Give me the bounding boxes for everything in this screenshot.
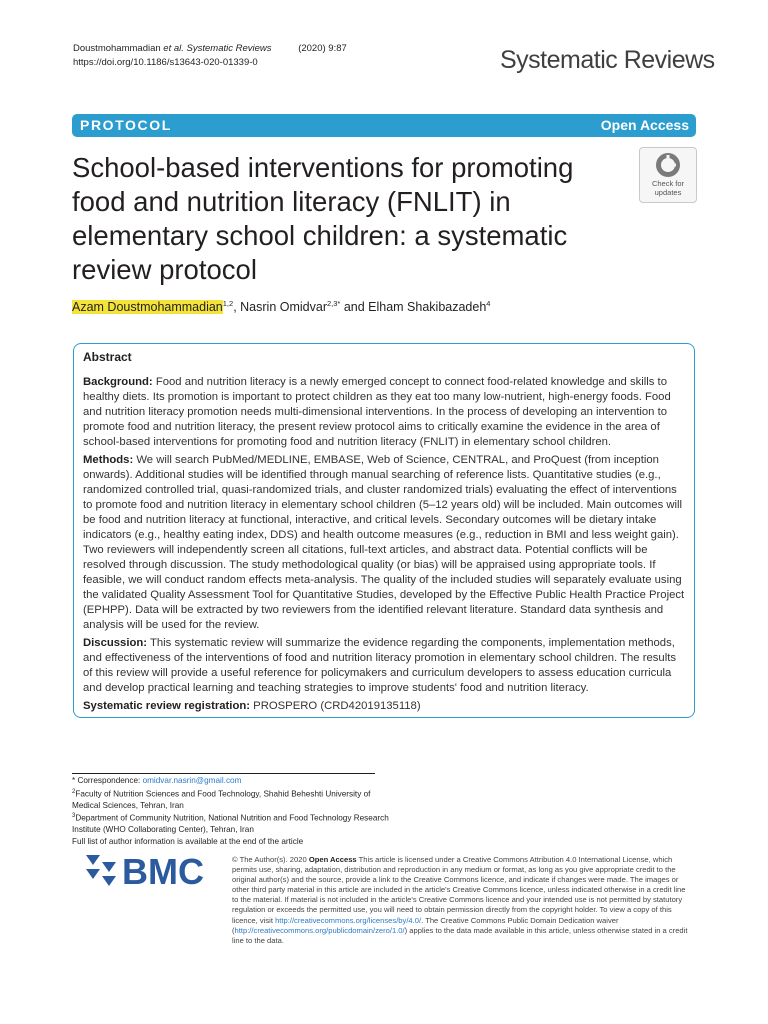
bmc-logo-text: BMC xyxy=(122,851,204,887)
methods-label: Methods: xyxy=(83,454,134,466)
bmc-logo[interactable] xyxy=(86,851,218,887)
affiliation-number: 2 xyxy=(72,788,76,795)
full-author-info-note: Full list of author information is available at the end of the article xyxy=(72,836,304,846)
author-separator: , xyxy=(233,300,241,315)
citation-year-volume: (2020) 9:87 xyxy=(298,43,347,54)
author-affiliation-sup: 1,2 xyxy=(222,299,234,308)
background-text: Food and nutrition literacy is a newly emerged concept to connect food-related knowledge and skills to healthy diets. Its promotion is important to protect children as they eat too many low-nutrient, high-energy foods. Food and nutrition literacy promotion needs multi-dimensional interventions. In the process of developing an intervention to promote food and nutrition literacy, the present review protocol aims to critically examine the evidence in the area of school-based interventions for promoting food and nutrition literacy (FNLIT) in elementary school children. xyxy=(83,376,671,448)
affiliation-text: Faculty of Nutrition Sciences and Food Technology, Shahid Beheshti University of Medical Sciences, Tehran, Iran xyxy=(72,789,371,810)
cc-by-license-link[interactable]: http://creativecommons.org/licenses/by/4.0/ xyxy=(275,915,422,925)
copyright-notice: © The Author(s). 2020 xyxy=(232,855,307,864)
author-name[interactable]: Azam Doustmohammadian xyxy=(72,300,223,315)
correspondence xyxy=(72,775,392,787)
check-for-updates-icon xyxy=(654,151,682,179)
abstract-box xyxy=(73,343,695,718)
abstract-heading: Abstract xyxy=(83,350,132,364)
badge-line-2: updates xyxy=(654,187,682,197)
doi-link[interactable]: https://doi.org/10.1186/s13643-020-01339-0 xyxy=(73,57,258,68)
citation-line xyxy=(73,42,347,56)
license-end: ) applies to the data made available in this article, unless otherwise stated in a credit line to the data. xyxy=(232,925,688,945)
license-body: This article is licensed under a Creative Commons Attribution 4.0 International License, which permits use, sharing, adaptation, distribution and reproduction in any medium or format, as long as you give appropriate credit to the original author(s) and the source, provide a link to the Creative Commons licence, and indicate if changes were made. The images or other third party material in this article are included in the article's Creative Commons licence, unless indicated otherwise in a credit line to the material. If material is not included in the article's Creative Commons licence and your intended use is not permitted by statutory regulation or exceeds the permitted use, you will need to obtain permission directly from the copyright holder. To view a copy of this licence, visit xyxy=(232,855,686,925)
registration-text: PROSPERO (CRD42019135118) xyxy=(253,700,421,712)
citation-journal: Systematic Reviews xyxy=(186,43,272,54)
author-affiliation-sup: 4 xyxy=(486,299,491,308)
author-name[interactable]: Elham Shakibazadeh xyxy=(368,300,487,315)
author-separator: and xyxy=(340,300,369,315)
footnote-divider xyxy=(72,773,375,774)
correspondence-email[interactable]: omidvar.nasrin@gmail.com xyxy=(142,776,242,785)
open-access-label: Open Access xyxy=(600,117,689,133)
badge-line-1: Check for xyxy=(651,179,685,188)
background-label: Background: xyxy=(83,376,153,388)
affiliation-number: 3 xyxy=(72,813,76,820)
cc-zero-link[interactable]: http://creativecommons.org/publicdomain/zero/1.0/ xyxy=(234,925,405,935)
footnotes xyxy=(72,775,392,847)
open-access-notice: Open Access xyxy=(308,855,357,864)
abstract-discussion xyxy=(83,636,685,696)
author-list xyxy=(72,299,490,314)
author-affiliation-sup: 2,3* xyxy=(326,299,341,308)
discussion-label: Discussion: xyxy=(83,637,148,649)
license-text xyxy=(232,855,692,946)
affiliation-2 xyxy=(72,787,392,812)
article-title: School-based interventions for promoting food and nutrition literacy (FNLIT) in elementary school children: a systematic review protocol xyxy=(72,152,574,285)
methods-text: We will search PubMed/MEDLINE, EMBASE, Web of Science, CENTRAL, and ProQuest (from inception onwards). Additional studies will be identified through manual searching of reference lists. Quantitative studies (e.g., randomized controlled trial, quasi-randomized trials, and cluster randomized trials) evaluating the effect of interventions to promote food and nutrition literacy in elementary school children (5–12 years old) will be included. Main outcomes will be food and nutrition literacy at functional, interactive, and critical levels. Secondary outcomes will be dietary intake indicators (e.g., healthy eating index, DDS) and health outcome measures (e.g., reduction in BMI and less weight gain). Two reviewers will independently screen all citations, full-text articles, and abstract data. Potential conflicts will be resolved through discussion. The study methodological quality (or bias) will be appraised using appropriate tools. If feasible, we will conduct random effects meta-analysis. The quality of the included studies will separately evaluate using the validated Quality Assessment Tool for Quantitative Studies, developed by the Effective Public Health Practice Project (EPHPP). Data will be extracted by two reviewers from the identified relevant literature. Standard data synthesis and analysis will be used for the review. xyxy=(83,454,685,631)
abstract-body xyxy=(83,375,685,717)
journal-brand: Systematic Reviews xyxy=(500,46,715,74)
citation-et-al: et al. xyxy=(163,43,184,54)
affiliation-text: Department of Community Nutrition, National Nutrition and Food Technology Research Institute (WHO Collaborating Center), Tehran, Iran xyxy=(72,813,389,835)
citation-block xyxy=(73,42,347,70)
abstract-background xyxy=(83,375,685,450)
bmc-logo-mark xyxy=(86,855,116,886)
license-middle: . The Creative Commons Public Domain Dedication waiver ( xyxy=(232,915,619,935)
registration-label: Systematic review registration: xyxy=(83,700,251,712)
affiliation-3 xyxy=(72,811,392,836)
article-type-label: PROTOCOL xyxy=(80,117,172,133)
check-for-updates-label xyxy=(640,180,696,197)
abstract-registration xyxy=(83,699,685,714)
author-name[interactable]: Nasrin Omidvar xyxy=(240,300,327,315)
citation-author: Doustmohammadian xyxy=(73,43,161,54)
check-for-updates-badge[interactable] xyxy=(639,147,697,203)
discussion-text: This systematic review will summarize the evidence regarding the components, implementation methods, and effectiveness of the interventions of food and nutrition literacy promotion in elementary school children. The results of this review will provide a useful reference for policymakers and curriculum developers to assess education curricula and develop practical learning and teaching strategies to improve students' food and nutrition literacy. xyxy=(83,637,677,694)
correspondence-label: * Correspondence: xyxy=(72,776,141,785)
abstract-methods xyxy=(83,453,685,633)
article-type-bar xyxy=(72,114,696,137)
